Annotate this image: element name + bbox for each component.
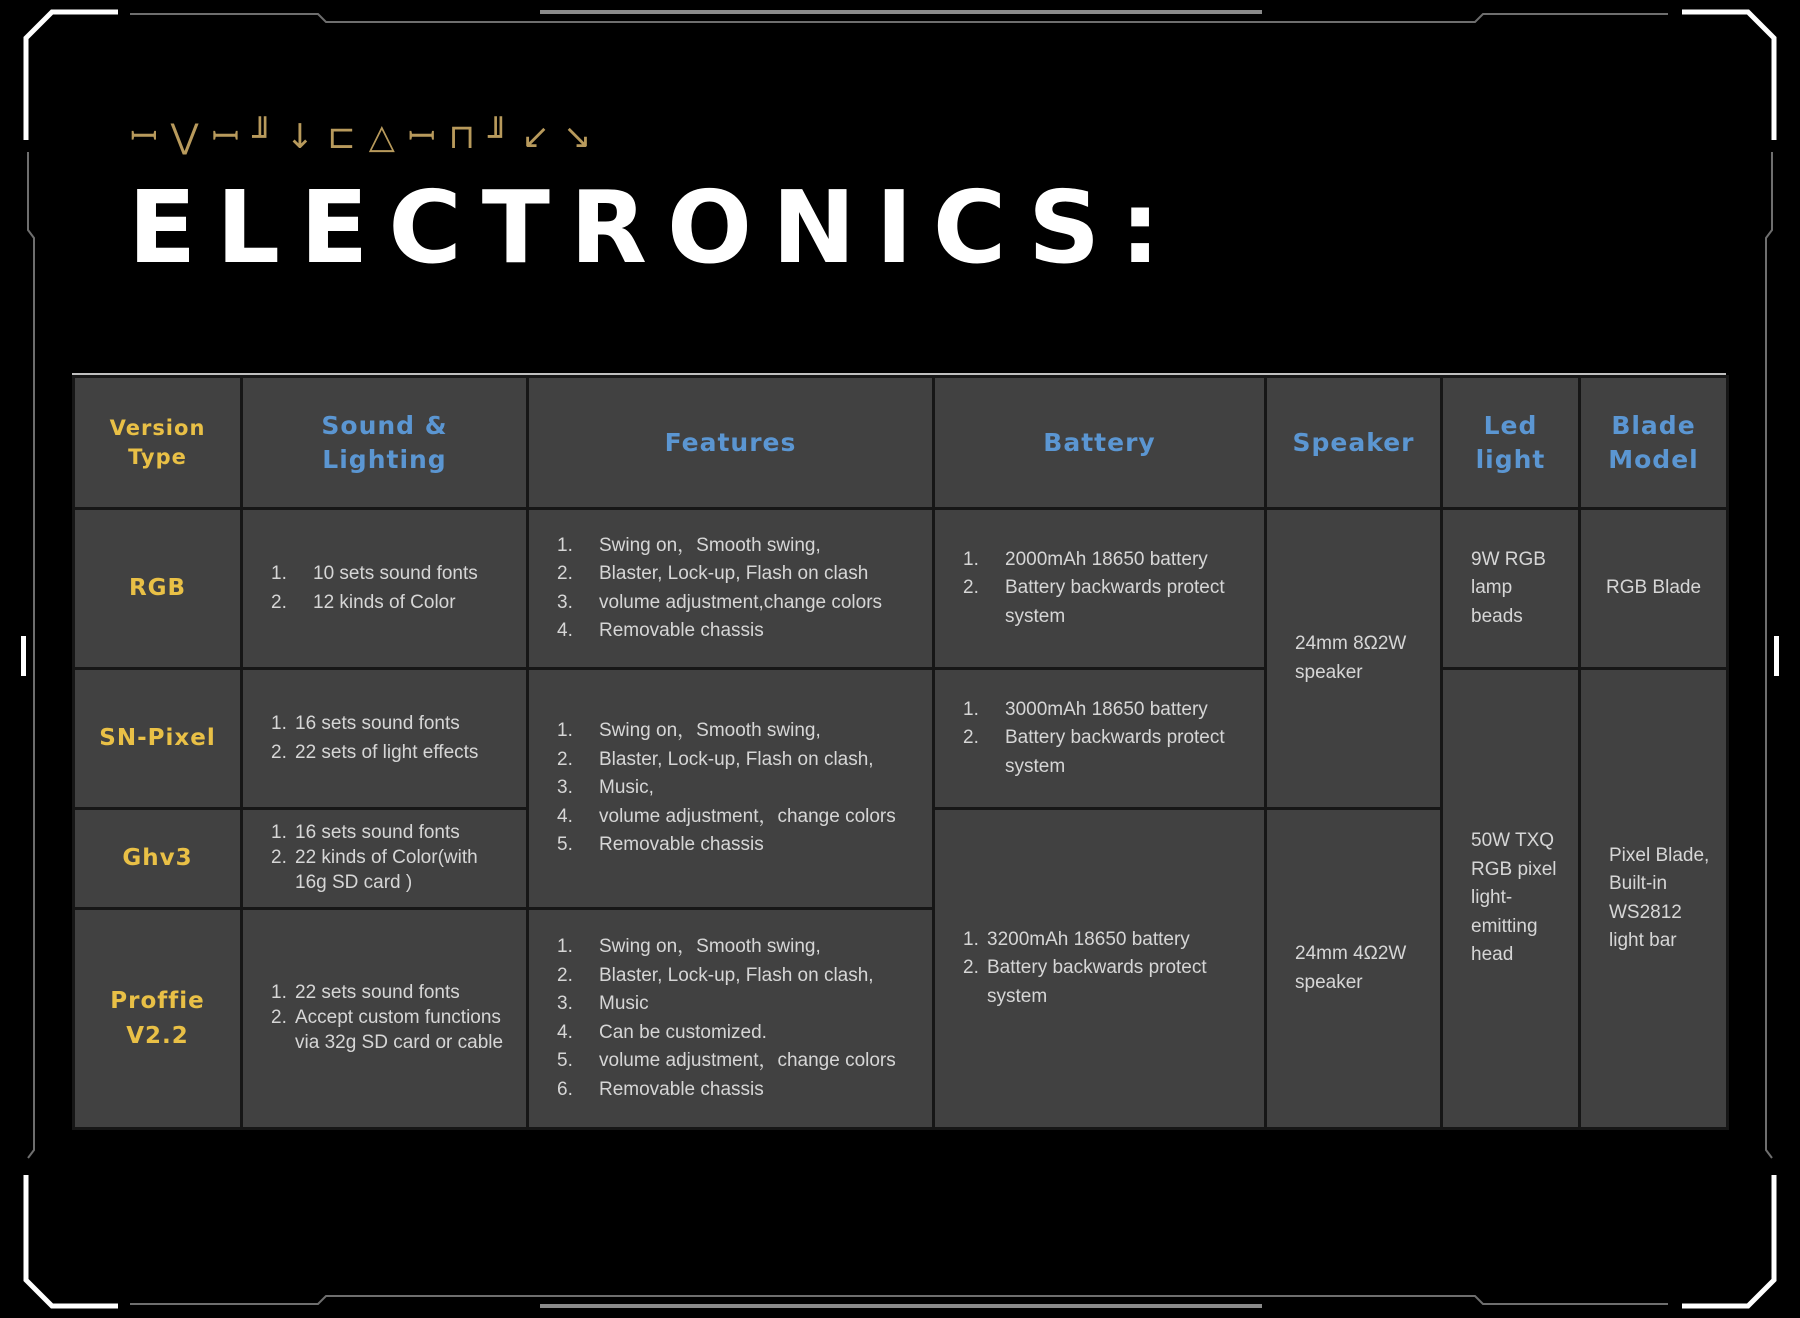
speaker-ghv3-proffie: 24mm 4Ω2W speaker <box>1266 809 1442 1129</box>
blade-pixel: Pixel Blade, Built-in WS2812 light bar <box>1580 669 1728 1129</box>
header-battery: Battery <box>934 377 1266 509</box>
table-row <box>74 509 1728 669</box>
list-item: 1. 16 sets sound fonts <box>271 822 460 844</box>
sound-sn-pixel <box>242 669 528 809</box>
header-version-type: Version Type <box>74 377 242 509</box>
features-sn-pixel-ghv3 <box>528 669 934 909</box>
list-item: 4. volume adjustment，change colors <box>557 805 896 827</box>
list-item: 1. 10 sets sound fonts <box>271 563 478 584</box>
list-item: 2. Battery backwards protect system <box>963 727 1225 777</box>
sound-proffie <box>242 909 528 1129</box>
list-item: 2. Accept custom functions via 32g SD card or cable <box>271 1007 504 1053</box>
list-item: 2. Blaster, Lock-up, Flash on clash <box>557 563 869 584</box>
list-item: 1. 3000mAh 18650 battery <box>963 698 1208 720</box>
list-item: 2. Blaster, Lock-up, Flash on clash, <box>557 748 874 770</box>
led-rgb: 9W RGB lamp beads <box>1442 509 1580 669</box>
header-sound-lighting: Sound & Lighting <box>242 377 528 509</box>
blade-rgb: RGB Blade <box>1580 509 1728 669</box>
list-item: 2. 22 sets of light effects <box>271 741 479 763</box>
header-blade-model: Blade Model <box>1580 377 1728 509</box>
list-item: 5. Removable chassis <box>557 834 764 856</box>
list-item: 5. volume adjustment，change colors <box>557 1050 896 1071</box>
list-item: 4. Can be customized. <box>557 1021 767 1043</box>
table-header-row <box>74 377 1728 509</box>
header-led-light: Led light <box>1442 377 1580 509</box>
led-pixel: 50W TXQ RGB pixel light-emitting head <box>1442 669 1580 1129</box>
version-rgb: RGB <box>74 509 242 669</box>
list-item: 4. Removable chassis <box>557 620 764 641</box>
sound-rgb <box>242 509 528 669</box>
list-item: 1. 22 sets sound fonts <box>271 982 460 1004</box>
list-item: 1. Swing on，Smooth swing, <box>557 720 821 742</box>
version-proffie: Proffie V2.2 <box>74 909 242 1129</box>
battery-ghv3-proffie <box>934 809 1266 1129</box>
version-sn-pixel: SN-Pixel <box>74 669 242 809</box>
battery-rgb <box>934 509 1266 669</box>
list-item: 1. Swing on，Smooth swing, <box>557 534 821 556</box>
list-item: 3. Music, <box>557 777 654 799</box>
speaker-rgb-snpixel: 24mm 8Ω2W speaker <box>1266 509 1442 809</box>
list-item: 1. Swing on，Smooth swing, <box>557 936 821 957</box>
list-item: 2. Blaster, Lock-up, Flash on clash, <box>557 964 874 986</box>
list-item: 6. Removable chassis <box>557 1078 764 1100</box>
list-item: 3. volume adjustment,change colors <box>557 591 883 613</box>
list-item: 1. 16 sets sound fonts <box>271 713 460 734</box>
version-ghv3: Ghv3 <box>74 809 242 909</box>
features-proffie <box>528 909 934 1129</box>
table-row <box>74 669 1728 809</box>
list-item: 1. 3200mAh 18650 battery <box>963 928 1190 950</box>
list-item: 2. Battery backwards protect system <box>963 957 1207 1007</box>
sound-ghv3 <box>242 809 528 909</box>
header-speaker: Speaker <box>1266 377 1442 509</box>
alien-glyph-line: ꟷ⋁ꟷ╜↓⊏△ꟷ⊓╜↙↘ <box>130 117 605 157</box>
battery-sn-pixel <box>934 669 1266 809</box>
features-rgb <box>528 509 934 669</box>
list-item: 2. 12 kinds of Color <box>271 591 456 613</box>
page-title: ELECTRONICS: <box>128 169 1181 286</box>
list-item: 2. 22 kinds of Color(with 16g SD card ) <box>271 847 478 893</box>
list-item: 1. 2000mAh 18650 battery <box>963 548 1208 570</box>
electronics-spec-table <box>72 375 1729 1130</box>
list-item: 3. Music <box>557 993 649 1014</box>
header-features: Features <box>528 377 934 509</box>
list-item: 2. Battery backwards protect system <box>963 577 1225 627</box>
